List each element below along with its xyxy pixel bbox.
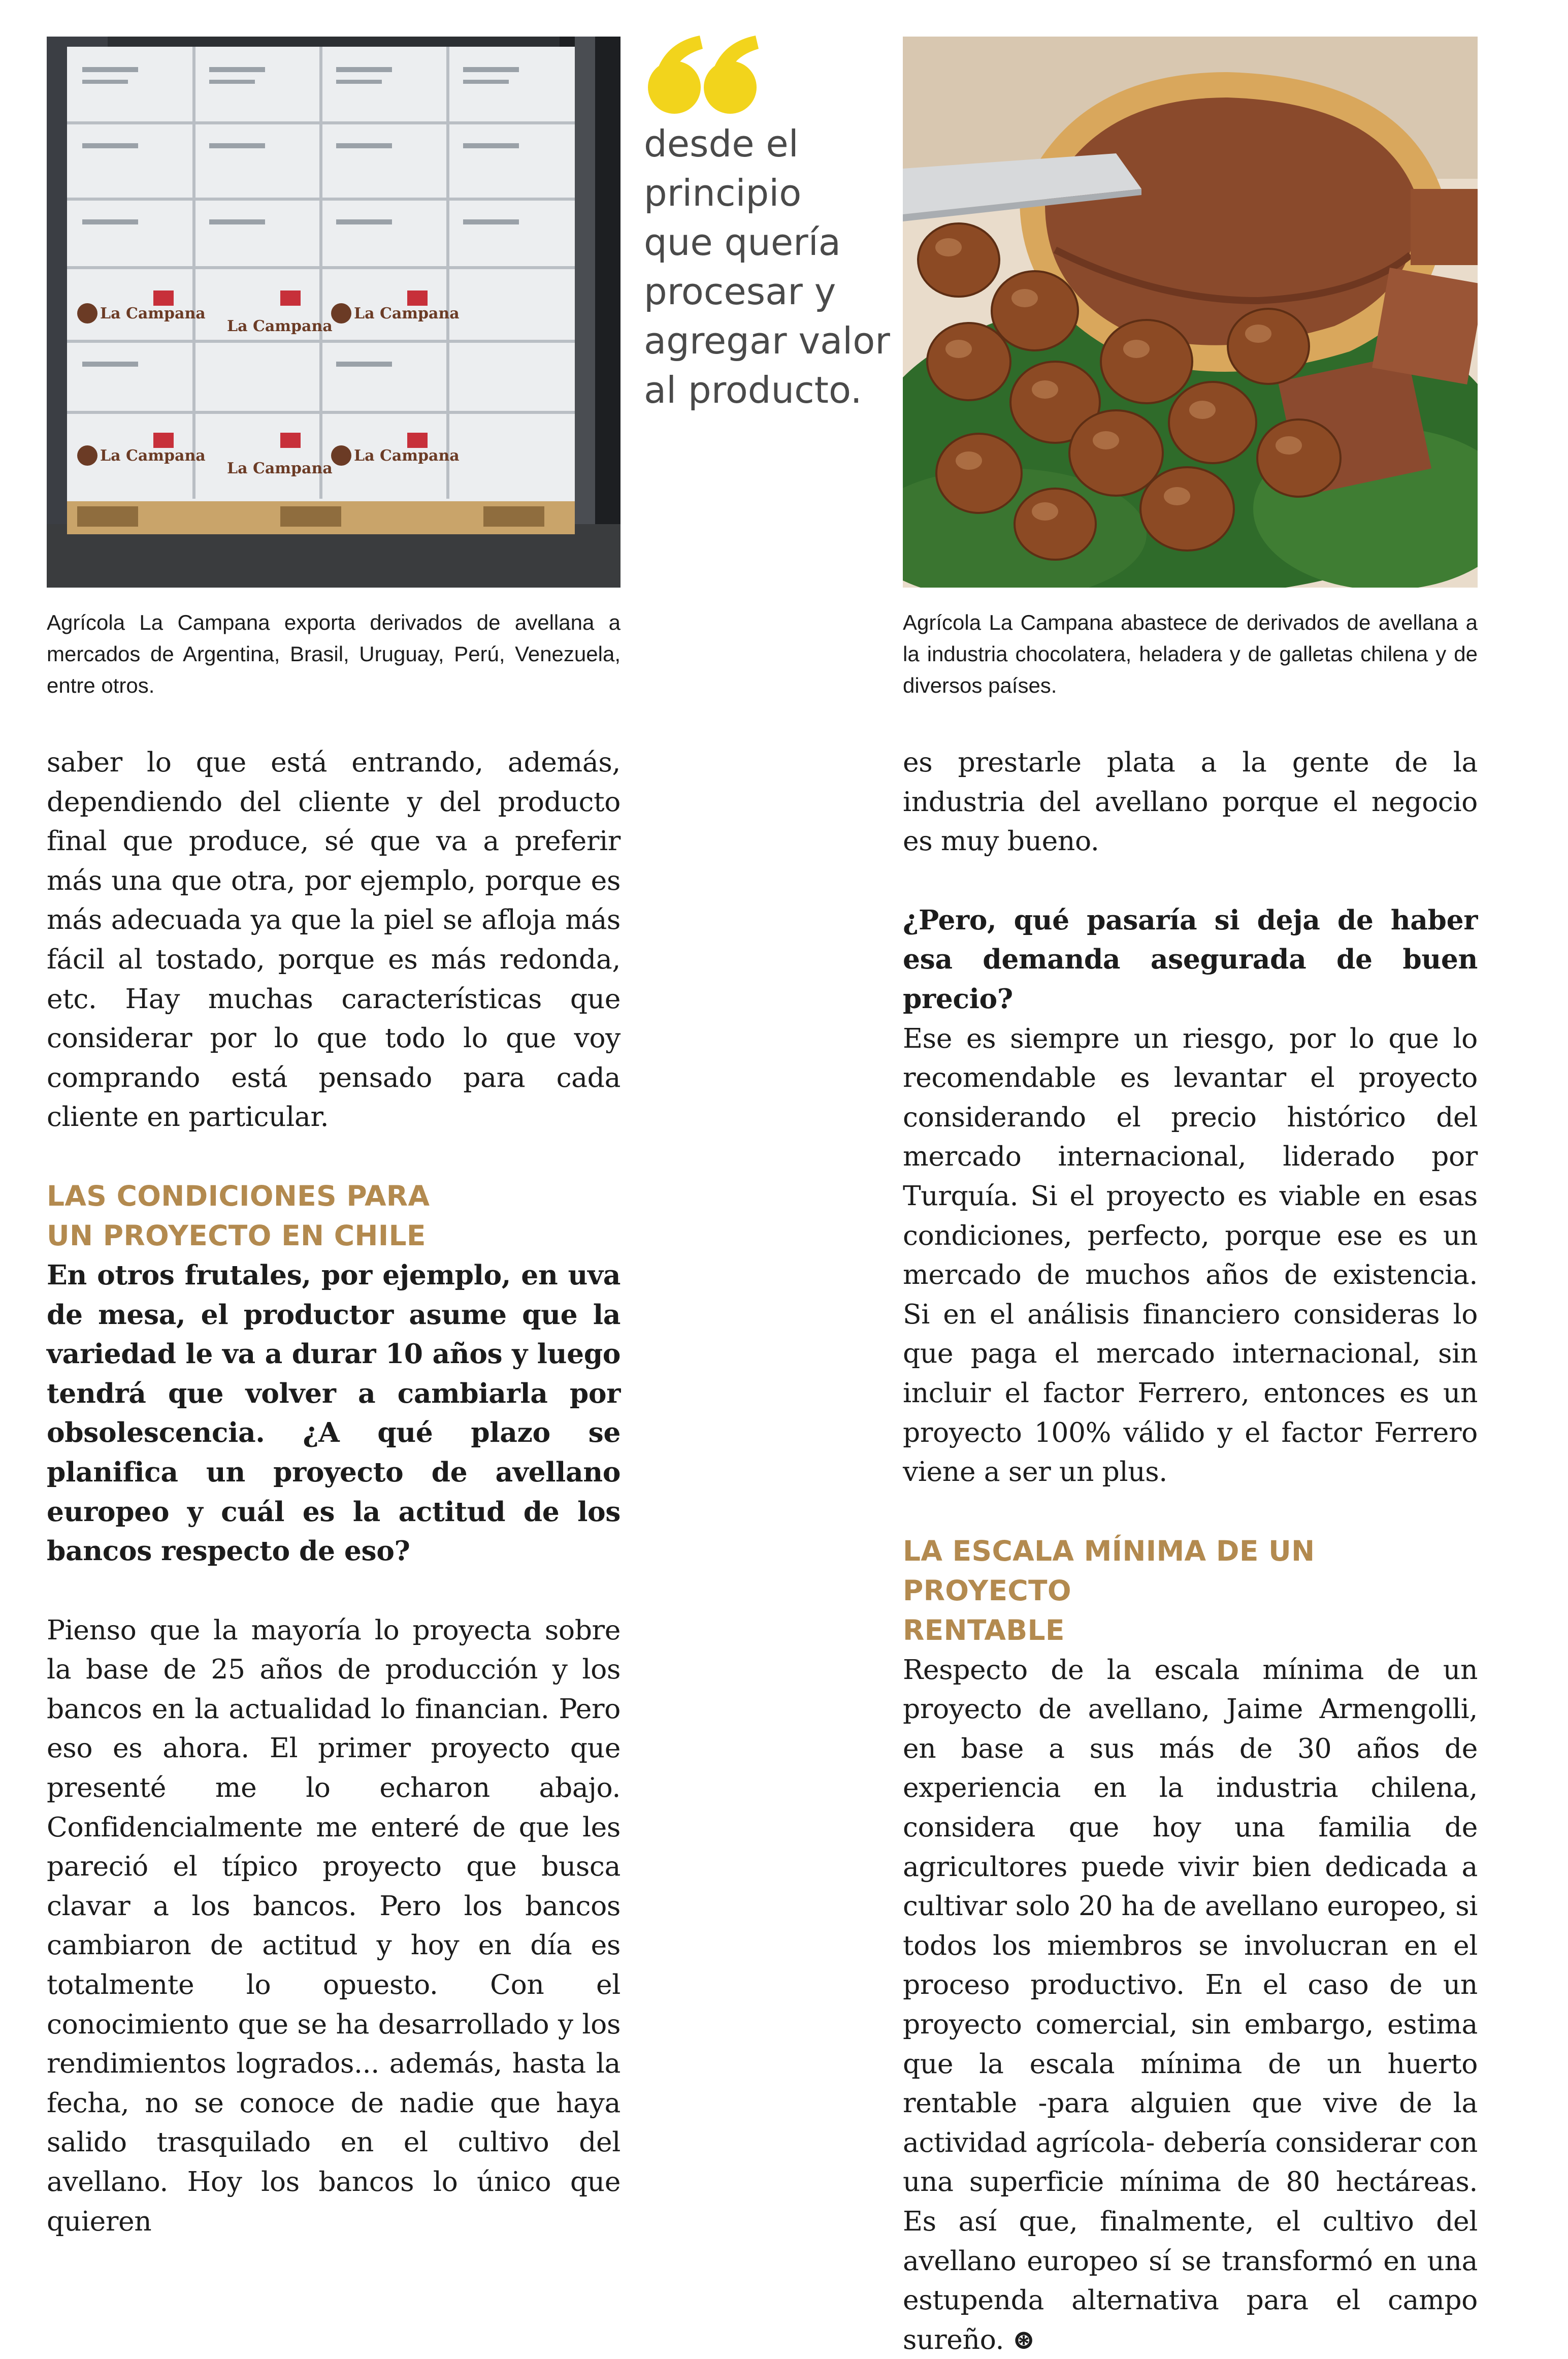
section-heading-line: LAS CONDICIONES PARA	[47, 1179, 430, 1212]
photo-caption-right: Agrícola La Campana abastece de derivados de avellana a la industria chocolatera, heladera y de galletas chilena y de diversos países.	[903, 610, 1478, 697]
body-paragraph-text: Respecto de la escala mínima de un proyecto de avellano, Jaime Armengolli, en base a sus más de 30 años de experiencia en la industria chilena, considera que hoy una familia de agricultores puede vivir bien dedicada a cultivar solo 20 ha de avellano europeo, si todos los miembros se involucran en el proceso productivo. En el caso de un proyecto comercial, sin embargo, estima que la escala mínima de un huerto rentable -para alguien que vive de la actividad agrícola- debería considerar con una superficie mínima de 80 hectáreas. Es así que, finalmente, el cultivo del avellano europeo sí se transformó en una estupenda alternativa para el campo sureño.	[903, 1653, 1478, 2355]
body-paragraph	[903, 1650, 1478, 2359]
body-paragraph: saber lo que está entrando, además, dependiendo del cliente y del producto final que produce, sé que va a preferir más una que otra, por ejemplo, porque es más adecuada ya que la piel se afloja más fácil al tostado, porque es más redonda, etc. Hay muchas características que considerar por lo que todo lo que voy comprando está pensado para cada cliente en particular.	[47, 746, 620, 1133]
pull-quote-line: desde el	[644, 122, 799, 165]
section-heading-line: RENTABLE	[903, 1613, 1065, 1646]
photo-hazelnuts-chocolate	[903, 37, 1478, 588]
photo-caption-left: Agrícola La Campana exporta derivados de avellana a mercados de Argentina, Brasil, Uruguay, Perú, Venezuela, entre otros.	[47, 610, 620, 697]
left-text-column	[47, 742, 620, 2241]
pull-quote-line: principio	[644, 172, 802, 214]
box-brand-label: La Campana	[354, 447, 460, 465]
box-brand-label: La Campana	[100, 305, 206, 322]
body-paragraph: Ese es siempre un riesgo, por lo que lo recomendable es levantar el proyecto considerando el precio histórico del mercado internacional, liderado por Turquía. Si el proyecto es viable en esas condiciones, perfecto, porque ese es un mercado de muchos años de existencia. Si en el análisis financiero consideras lo que paga el mercado internacional, sin incluir el factor Ferrero, entonces es un proyecto 100% válido y el factor Ferrero viene a ser un plus.	[903, 1022, 1478, 1488]
box-brand-label: La Campana	[227, 460, 333, 477]
pull-quote-line: procesar y	[644, 270, 836, 313]
section-heading	[903, 1531, 1478, 1650]
pull-quote-line: agregar valor	[644, 319, 890, 362]
box-brand-label: La Campana	[227, 317, 333, 335]
section-heading-line: UN PROYECTO EN CHILE	[47, 1219, 426, 1252]
section-heading-line: LA ESCALA MÍNIMA DE UN PROYECTO	[903, 1534, 1315, 1607]
pull-quote	[644, 119, 890, 415]
section-heading	[47, 1176, 620, 1255]
end-of-article-icon: ⊛	[1012, 2323, 1035, 2355]
body-paragraph: Pienso que la mayoría lo proyecta sobre la base de 25 años de producción y los bancos en la actualidad lo financian. Pero eso es ahora. El primer proyecto que presenté me lo echaron abajo. Confidencialmente me enteré de que les pareció el típico proyecto que busca clavar a los bancos. Pero los bancos cambiaron de actitud y hoy en día es totalmente lo opuesto. Con el conocimiento que se ha desarrollado y los rendimientos logrados... además, hasta la fecha, no se conoce de nadie que haya salido trasquilado en el cultivo del avellano. Hoy los bancos lo único que quieren	[47, 1613, 620, 2237]
box-brand-label: La Campana	[354, 305, 460, 322]
pull-quote-line: al producto.	[644, 369, 862, 411]
photo-pallet-boxes	[47, 37, 620, 588]
box-brand-label: La Campana	[100, 447, 206, 465]
pull-quote-line: que quería	[644, 221, 841, 264]
right-text-column	[903, 742, 1478, 2359]
quote-mark-icon	[644, 30, 761, 117]
interview-question: ¿Pero, qué pasaría si deja de haber esa demanda asegurada de buen precio?	[903, 903, 1478, 1015]
body-paragraph: es prestarle plata a la gente de la industria del avellano porque el negocio es muy bueno.	[903, 746, 1478, 857]
interview-question: En otros frutales, por ejemplo, en uva de mesa, el productor asume que la variedad le va a durar 10 años y luego tendrá que volver a cambiarla por obsolescencia. ¿A qué plazo se planifica un proyecto de avellano europeo y cuál es la actitud de los bancos respecto de eso?	[47, 1258, 620, 1567]
